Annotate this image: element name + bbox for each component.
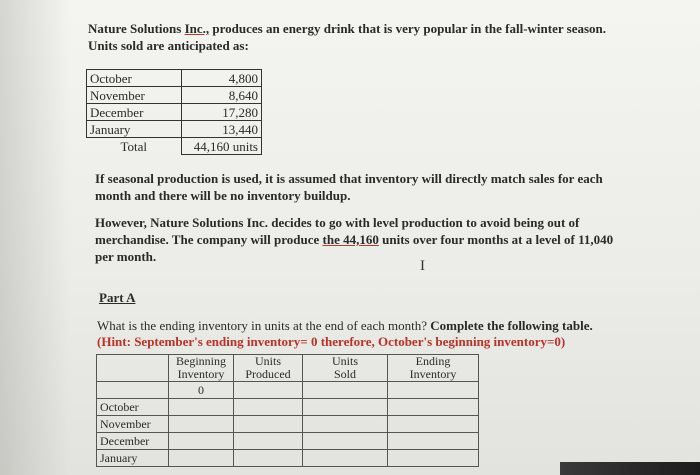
header-text: Produced bbox=[245, 367, 291, 381]
underlined-quantity: the 44,160 bbox=[322, 232, 379, 247]
para1-line-1: If seasonal production is used, it is assumed that inventory will directly match sales for each bbox=[95, 171, 603, 186]
intro-line-1 bbox=[88, 21, 606, 37]
para2-text: merchandise. The company will produce bbox=[95, 232, 323, 247]
taskbar-strip bbox=[560, 462, 700, 475]
intro-text: Nature Solutions bbox=[88, 21, 185, 36]
total-row bbox=[87, 138, 262, 155]
input-cell[interactable] bbox=[388, 450, 479, 467]
header-text: Inventory bbox=[409, 367, 457, 381]
hint-line: (Hint: September's ending inventory= 0 therefore, October's beginning inventory=0) bbox=[97, 334, 566, 349]
units-produced-header bbox=[234, 355, 303, 382]
month-cell: January bbox=[87, 121, 182, 138]
input-cell[interactable] bbox=[169, 450, 234, 467]
inventory-table bbox=[96, 354, 479, 467]
header-text: Ending bbox=[415, 354, 451, 368]
blank-cell bbox=[97, 382, 169, 399]
para2-text-rest: units over four months at a level of 11,040 bbox=[378, 232, 614, 247]
table-row bbox=[97, 450, 479, 467]
input-cell[interactable] bbox=[303, 433, 388, 450]
input-cell[interactable] bbox=[388, 416, 479, 433]
units-cell: 13,440 bbox=[182, 121, 262, 138]
part-a-heading: Part A bbox=[99, 290, 136, 305]
table-row bbox=[97, 433, 479, 450]
blank-header-cell bbox=[97, 355, 169, 382]
para2-line-2 bbox=[95, 232, 613, 248]
input-cell[interactable] bbox=[234, 382, 303, 399]
table-row bbox=[97, 382, 479, 399]
total-value: 44,160 units bbox=[182, 138, 262, 155]
input-cell[interactable] bbox=[303, 416, 388, 433]
question-instruction: Complete the following table. bbox=[430, 318, 593, 333]
header-text: Units bbox=[331, 354, 358, 368]
beginning-inventory-header bbox=[169, 355, 234, 382]
units-cell: 8,640 bbox=[182, 87, 262, 104]
input-cell[interactable] bbox=[303, 399, 388, 416]
header-text: Beginning bbox=[176, 354, 226, 368]
input-cell[interactable] bbox=[169, 399, 234, 416]
header-text: Units bbox=[254, 354, 281, 368]
sales-table bbox=[86, 69, 262, 155]
text-cursor-icon: I bbox=[420, 258, 425, 274]
first-beginning-inventory-value: 0 bbox=[169, 382, 234, 399]
table-row bbox=[97, 416, 479, 433]
units-cell: 17,280 bbox=[182, 104, 262, 121]
intro-text-rest: produces an energy drink that is very popular in the fall-winter season. bbox=[209, 21, 607, 36]
company-abbrev: Inc., bbox=[184, 21, 210, 36]
input-cell[interactable] bbox=[169, 416, 234, 433]
input-cell[interactable] bbox=[234, 433, 303, 450]
para2-line-3: per month. bbox=[95, 249, 157, 264]
input-cell[interactable] bbox=[234, 450, 303, 467]
ending-inventory-header bbox=[388, 355, 479, 382]
para2-line-1: However, Nature Solutions Inc. decides to go with level production to avoid being out of bbox=[95, 215, 580, 230]
para1-line-2: month and there will be no inventory buildup. bbox=[95, 188, 351, 203]
month-cell: November bbox=[97, 416, 169, 433]
input-cell[interactable] bbox=[388, 399, 479, 416]
header-text: Inventory bbox=[177, 367, 225, 381]
header-row bbox=[97, 355, 479, 382]
question-line-1 bbox=[97, 318, 593, 334]
table-row bbox=[87, 87, 262, 104]
input-cell[interactable] bbox=[303, 382, 388, 399]
input-cell[interactable] bbox=[169, 433, 234, 450]
intro-line-2: Units sold are anticipated as: bbox=[88, 38, 249, 53]
month-cell: November bbox=[87, 87, 182, 104]
input-cell[interactable] bbox=[388, 382, 479, 399]
table-row bbox=[87, 121, 262, 138]
units-sold-header bbox=[303, 355, 388, 382]
table-row bbox=[97, 399, 479, 416]
input-cell[interactable] bbox=[234, 416, 303, 433]
table-row bbox=[87, 70, 262, 87]
input-cell[interactable] bbox=[234, 399, 303, 416]
page-shadow bbox=[0, 0, 70, 475]
units-cell: 4,800 bbox=[182, 70, 262, 87]
month-cell: December bbox=[87, 104, 182, 121]
month-cell: December bbox=[97, 433, 169, 450]
month-cell: October bbox=[87, 70, 182, 87]
table-row bbox=[87, 104, 262, 121]
input-cell[interactable] bbox=[303, 450, 388, 467]
question-text: What is the ending inventory in units at the end of each month? bbox=[97, 318, 431, 333]
input-cell[interactable] bbox=[388, 433, 479, 450]
month-cell: October bbox=[97, 399, 169, 416]
total-label: Total bbox=[87, 138, 182, 155]
month-cell: January bbox=[97, 450, 169, 467]
header-text: Sold bbox=[333, 367, 356, 381]
